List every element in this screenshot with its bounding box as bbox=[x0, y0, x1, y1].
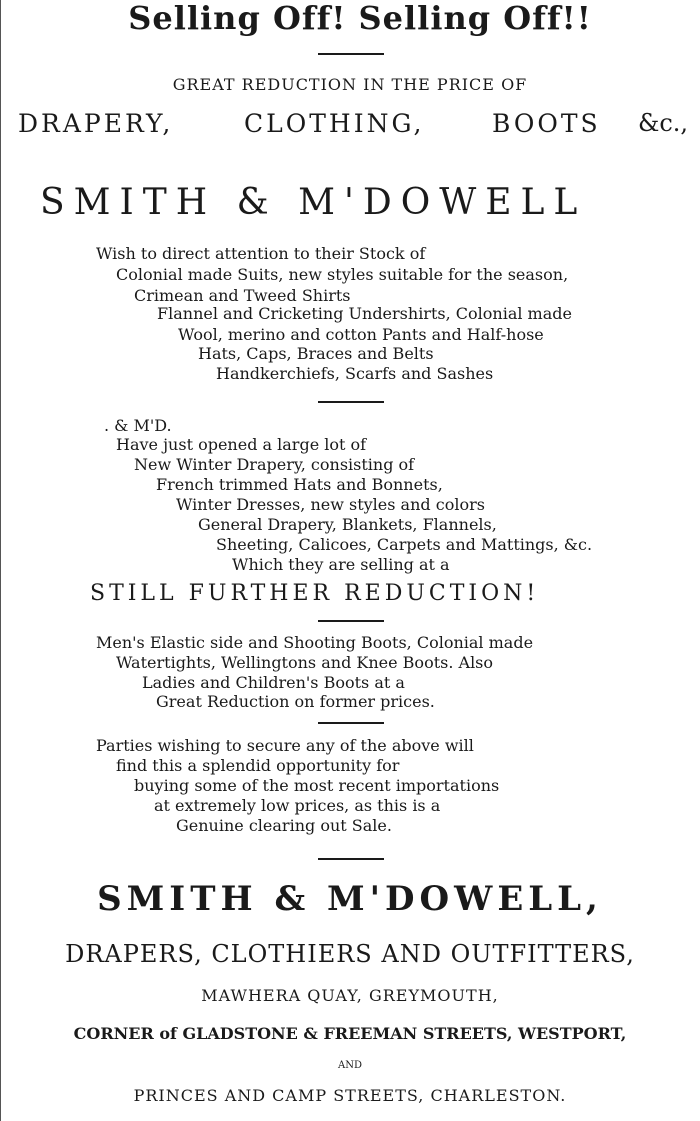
firm-name: SMITH & M'DOWELL bbox=[40, 182, 587, 223]
stock-line: Crimean and Tweed Shirts bbox=[134, 286, 351, 305]
boots-line: Watertights, Wellingtons and Knee Boots. Also bbox=[116, 653, 494, 672]
arrivals-line: Winter Dresses, new styles and colors bbox=[176, 495, 485, 514]
closing-line: at extremely low prices, as this is a bbox=[154, 796, 441, 815]
goods-etc: &c., bbox=[638, 109, 689, 137]
subhead: GREAT REDUCTION IN THE PRICE OF bbox=[172, 75, 528, 94]
footer-firm-name: SMITH & M'DOWELL, bbox=[97, 879, 603, 919]
footer-location-greymouth: MAWHERA QUAY, GREYMOUTH, bbox=[201, 986, 499, 1005]
stock-line: Colonial made Suits, new styles suitable for the season, bbox=[116, 265, 569, 284]
divider-rule bbox=[318, 722, 384, 724]
divider-rule bbox=[318, 53, 384, 55]
arrivals-line: Which they are selling at a bbox=[232, 555, 450, 574]
boots-line: Great Reduction on former prices. bbox=[156, 692, 435, 711]
divider-rule bbox=[318, 858, 384, 860]
stock-line: Handkerchiefs, Scarfs and Sashes bbox=[216, 364, 494, 383]
boots-line: Ladies and Children's Boots at a bbox=[142, 673, 405, 692]
goods-drapery: DRAPERY, bbox=[18, 109, 174, 138]
closing-line: buying some of the most recent importations bbox=[134, 776, 500, 795]
arrivals-line: French trimmed Hats and Bonnets, bbox=[156, 475, 443, 494]
further-reduction: STILL FURTHER REDUCTION! bbox=[90, 581, 540, 606]
arrivals-line: General Drapery, Blankets, Flannels, bbox=[198, 515, 497, 534]
closing-line: Genuine clearing out Sale. bbox=[176, 816, 392, 835]
headline: Selling Off! Selling Off!! bbox=[128, 0, 592, 37]
stock-line: Flannel and Cricketing Undershirts, Colonial made bbox=[157, 304, 572, 323]
stock-line: Hats, Caps, Braces and Belts bbox=[198, 344, 434, 363]
goods-clothing: CLOTHING, bbox=[244, 109, 425, 138]
stock-line: Wish to direct attention to their Stock of bbox=[96, 244, 426, 263]
footer-location-charleston: PRINCES AND CAMP STREETS, CHARLESTON. bbox=[133, 1086, 567, 1105]
stock-line: Wool, merino and cotton Pants and Half-hose bbox=[178, 325, 544, 344]
arrivals-line: Have just opened a large lot of bbox=[116, 435, 367, 454]
footer-location-westport: CORNER of GLADSTONE & FREEMAN STREETS, WESTPORT, bbox=[73, 1024, 627, 1043]
arrivals-line: . & M'D. bbox=[104, 416, 172, 435]
footer-trades: DRAPERS, CLOTHIERS AND OUTFITTERS, bbox=[65, 940, 635, 968]
arrivals-line: Sheeting, Calicoes, Carpets and Mattings, &c. bbox=[216, 535, 593, 554]
goods-boots: BOOTS bbox=[492, 109, 601, 138]
closing-line: find this a splendid opportunity for bbox=[116, 756, 400, 775]
boots-line: Men's Elastic side and Shooting Boots, Colonial made bbox=[96, 633, 534, 652]
divider-rule bbox=[318, 401, 384, 403]
footer-and: AND bbox=[338, 1060, 362, 1071]
divider-rule bbox=[318, 620, 384, 622]
arrivals-line: New Winter Drapery, consisting of bbox=[134, 455, 415, 474]
closing-line: Parties wishing to secure any of the above will bbox=[96, 736, 474, 755]
